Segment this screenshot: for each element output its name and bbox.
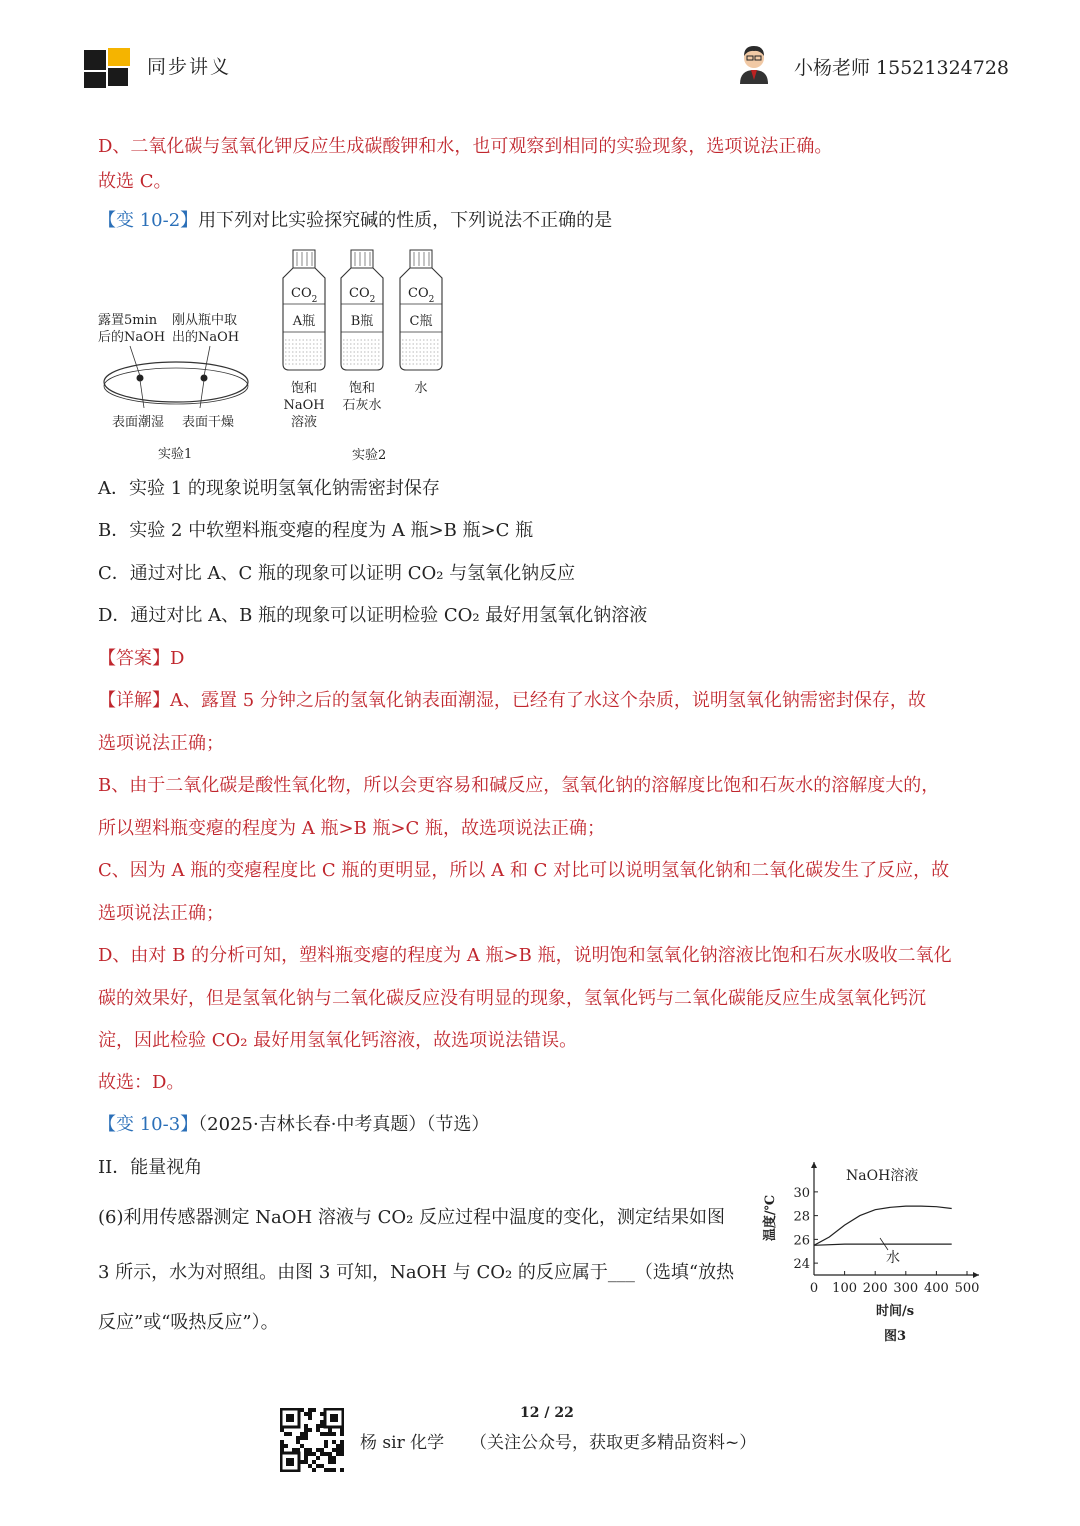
header-title: 同步讲义 [147,56,232,78]
x-tick-label: 0 [809,1281,819,1296]
bottle-a [283,250,325,430]
text-line: D、二氧化碳与氢氧化钾反应生成碳酸钾和水，也可观察到相同的实验现象，选项说法正确。 [98,136,833,157]
liquid-label: 水 [414,381,428,396]
detail-line: 【详解】A、露置 5 分钟之后的氢氧化钠表面潮湿，已经有了水这个杂质，说明氢氧化钠需密封保存，故 [98,690,926,711]
x-tick-label: 100 [832,1281,858,1296]
exp1-bottom-right: 表面干燥 [182,415,235,430]
x-axis-arrow [973,1272,979,1278]
series-label-water: 水 [886,1250,900,1266]
liquid-label: 饱和 [348,381,376,396]
option-d: D．通过对比 A、B 瓶的现象可以证明检验 CO₂ 最好用氢氧化钠溶液 [98,605,648,626]
detail-line: 故选：D。 [98,1072,185,1093]
avatar [734,40,774,84]
detail-line: B、由于二氧化碳是酸性氧化物，所以会更容易和碱反应，氢氧化钠的溶解度比饱和石灰水的溶解度大的， [98,775,940,796]
detail-line: 碳的效果好，但是氢氧化钠与二氧化碳反应没有明显的现象，氢氧化钙与二氧化碳能反应生成氢氧化钙沉 [98,988,926,1009]
page-number: 12 / 22 [520,1405,574,1421]
question-heading [98,1112,489,1138]
question-line: (6)利用传感器测定 NaOH 溶液与 CO₂ 反应过程中温度的变化，测定结果如图 [98,1207,726,1228]
gas-label: $CO_2$ [291,286,318,305]
x-tick-label: 500 [954,1281,980,1296]
y-axis-label: 温度/℃ [763,1194,778,1242]
logo [82,42,134,90]
footer-slogan: （关注公众号，获取更多精品资料~） [470,1433,757,1453]
question-tag: 【变 10-3】 [98,1114,199,1135]
exp1-label-left-2: 后的NaOH [98,330,166,345]
liquid-label: NaOH [283,398,325,413]
text-line: 故选 C。 [98,171,172,192]
detail-line: 淀，因此检验 CO₂ 最好用氢氧化钙溶液，故选项说法错误。 [98,1030,578,1051]
detail-line: 所以塑料瓶变瘪的程度为 A 瓶>B 瓶>C 瓶，故选项说法正确； [98,818,606,839]
temperature-chart [762,1158,980,1350]
question-text: 用下列对比实验探究碱的性质，下列说法不正确的是 [198,210,613,231]
detail-line: D、由对 B 的分析可知，塑料瓶变瘪的程度为 A 瓶>B 瓶，说明饱和氢氧化钠溶液比饱和石灰水吸收二氧化 [98,945,952,966]
question-tag: 【变 10-2】 [98,210,199,231]
series-label-naoh: NaOH溶液 [846,1168,919,1184]
y-tick-label: 24 [793,1257,810,1273]
series-line-1 [814,1244,952,1245]
answer: 【答案】D [98,648,185,669]
question-line: 反应”或“吸热反应”）。 [98,1312,279,1333]
detail-line: C、因为 A 瓶的变瘪程度比 C 瓶的更明显，所以 A 和 C 对比可以说明氢氧化钠和二氧化碳发生了反应，故 [98,860,950,881]
option-c: C．通过对比 A、C 瓶的现象可以证明 CO₂ 与氢氧化钠反应 [98,563,576,584]
x-tick-label: 400 [923,1281,949,1296]
question-text: （2025·吉林长春·中考真题）（节选） [198,1114,490,1135]
gas-label: $CO_2$ [408,286,435,305]
teacher-contact: 小杨老师 15521324728 [794,57,1010,79]
exp1-label-right-2: 出的NaOH [172,330,240,345]
question-line: 3 所示，水为对照组。由图 3 可知，NaOH 与 CO₂ 的反应属于___（选填“放热 [98,1262,735,1283]
liquid-label: 溶液 [290,415,318,430]
experiment-figure [92,240,472,470]
x-tick-label: 200 [862,1281,888,1296]
question-heading [98,208,612,234]
exp1-bottom-left: 表面潮湿 [112,415,165,430]
x-axis-label: 时间/s [875,1304,915,1319]
section-title: II．能量视角 [98,1157,203,1178]
detail-line: 选项说法正确； [98,903,224,924]
qr-code [280,1408,344,1472]
exp2-caption: 实验2 [352,448,387,463]
y-axis-arrow [811,1162,817,1168]
detail-line: 选项说法正确； [98,733,224,754]
exp1-label-left-1: 露置5min [98,313,158,328]
gas-label: $CO_2$ [349,286,376,305]
series-line-0 [814,1206,952,1245]
option-b: B．实验 2 中软塑料瓶变瘪的程度为 A 瓶>B 瓶>C 瓶 [98,520,534,541]
y-tick-label: 26 [793,1233,810,1249]
liquid-label: 饱和 [290,381,318,396]
bottle-b [341,250,383,413]
exp1-label-right-1: 刚从瓶中取 [172,313,238,328]
bottle-label: A瓶 [292,314,316,329]
option-a: A．实验 1 的现象说明氢氧化钠需密封保存 [98,478,440,499]
x-tick-label: 300 [893,1281,919,1296]
footer-brand: 杨 sir 化学 [360,1433,445,1453]
bottle-label: B瓶 [350,314,374,329]
bottle-label: C瓶 [409,314,433,329]
y-tick-label: 28 [793,1209,810,1225]
exp1-caption: 实验1 [158,447,193,462]
liquid-label: 石灰水 [342,398,382,413]
chart-caption: 图3 [883,1329,907,1344]
bottle-c [400,250,442,396]
y-tick-label: 30 [793,1185,810,1201]
